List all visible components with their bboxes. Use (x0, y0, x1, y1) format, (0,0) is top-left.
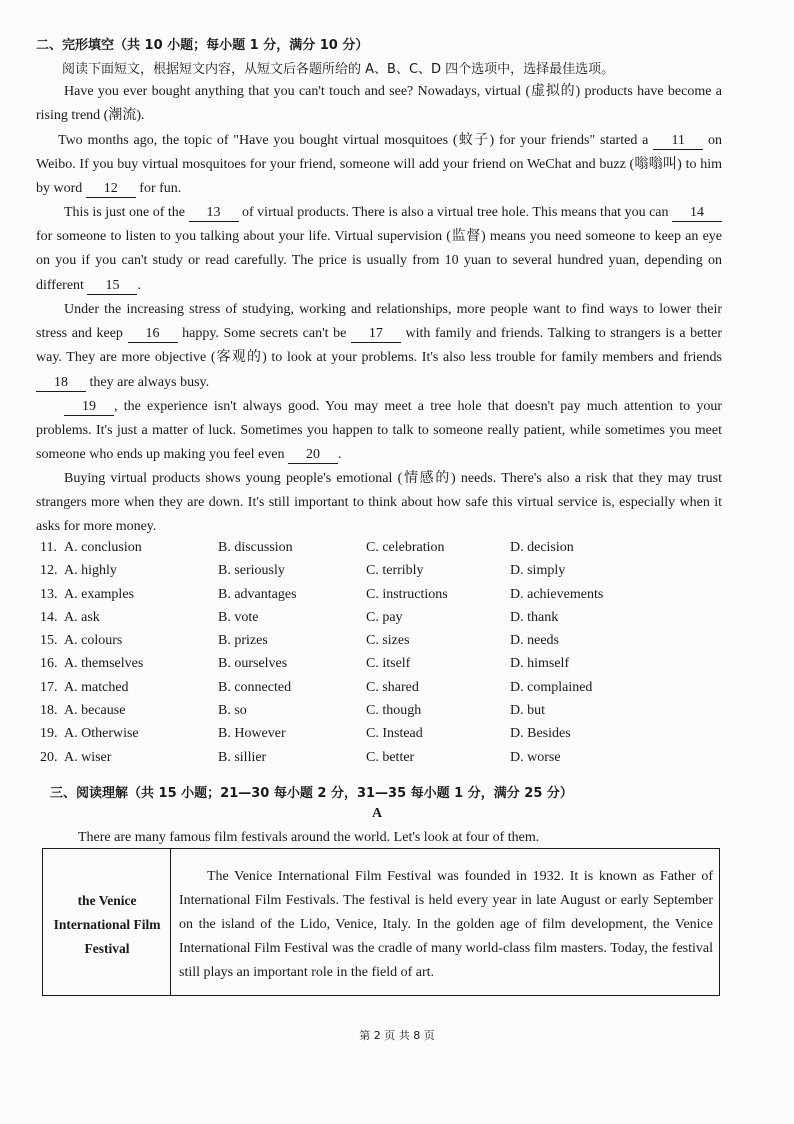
option-b: B. discussion (218, 540, 293, 555)
option-row-17 (40, 680, 680, 703)
option-c: C. pay (366, 609, 403, 625)
option-row-11 (40, 540, 680, 563)
option-a: A. because (64, 703, 126, 719)
option-b: B. ourselves (218, 656, 288, 672)
option-d: D. achievements (510, 586, 604, 602)
question-number: 20. (40, 749, 58, 765)
passage-paragraph-3: This is just one of the 13 of virtual products. There is also a virtual tree hole. This means that you can 14 for someone to listen to you talking about your life. Virtual supervision (监督) means you need someone to keep an eye on you if you can't study or read carefully. The price is usually from 10 yuan to several hundred yuan, depending on different 15 . (36, 205, 722, 293)
question-number: 11. (40, 540, 57, 555)
option-a: A. matched (64, 679, 129, 695)
option-b: B. seriously (218, 563, 285, 579)
festival-table (42, 848, 720, 996)
option-row-20 (40, 750, 680, 773)
passage-paragraph-1: Have you ever bought anything that you can't touch and see? Nowadays, virtual (虚拟的) products have become a rising trend (潮流). (36, 84, 722, 124)
reading-intro: There are many famous film festivals around the world. Let's look at four of them. (78, 830, 540, 845)
option-d: D. simply (510, 563, 566, 579)
blank-18: 18 (36, 375, 86, 392)
option-a: A. themselves (64, 656, 144, 672)
blank-20: 20 (288, 447, 338, 464)
option-a: A. colours (64, 633, 123, 649)
passage-paragraph-6: Buying virtual products shows young people's emotional (情感的) needs. There's also a risk that they may trust strangers more when they are down. It's still important to think about how safe this virtual service is, especially when it asks for more money. (36, 471, 722, 535)
festival-name: the Venice International Film Festival (53, 893, 161, 956)
option-c: C. itself (366, 656, 411, 672)
option-c: C. celebration (366, 540, 445, 555)
option-row-14 (40, 610, 680, 633)
question-number: 18. (40, 703, 58, 719)
blank-17: 17 (351, 326, 401, 343)
option-c: C. better (366, 749, 415, 765)
option-b: B. so (218, 703, 247, 719)
passage-paragraph-4: Under the increasing stress of studying, working and relationships, more people want to find ways to lower their stress and keep 16 happy. Some secrets can't be 17 with family and friends. Talking to strangers is a better way. They are more objective (客观的) to look at your problems. It's also less trouble for family members and friends 18 they are always busy. (36, 302, 723, 390)
option-a: A. wiser (64, 749, 112, 765)
passage-paragraph-2: Two months ago, the topic of "Have you bought virtual mosquitoes (蚊子) for your friends" started a 11 on Weibo. If you buy virtual mosquitoes for your friend, someone will add your friend on WeChat and buzz (嗡嗡叫) to him by word 12 for fun. (36, 133, 723, 197)
option-b: B. However (218, 726, 286, 742)
page-footer: 第 2 页 共 8 页 (359, 1029, 435, 1042)
option-d: D. but (510, 703, 545, 719)
question-number: 12. (40, 563, 58, 579)
option-d: D. thank (510, 609, 559, 625)
option-row-19 (40, 726, 680, 749)
option-b: B. advantages (218, 586, 297, 602)
option-c: C. sizes (366, 633, 410, 649)
option-d: D. himself (510, 656, 570, 672)
passage-letter: A (372, 806, 383, 821)
option-b: B. connected (218, 679, 292, 695)
option-d: D. worse (510, 749, 561, 765)
question-number: 15. (40, 633, 58, 649)
option-row-18 (40, 703, 680, 726)
option-d: D. decision (510, 540, 574, 555)
blank-13: 13 (189, 205, 239, 222)
option-row-15 (40, 633, 680, 656)
option-b: B. sillier (218, 749, 267, 765)
section-2-instruction: 阅读下面短文，根据短文内容，从短文后各题所给的 A、B、C、D 四个选项中，选择最佳选项。 (62, 62, 615, 77)
option-a: A. highly (64, 563, 117, 579)
option-a: A. examples (64, 586, 134, 602)
question-number: 13. (40, 586, 58, 602)
blank-11: 11 (653, 133, 703, 150)
section-2-title: 二、完形填空（共 10 小题；每小题 1 分，满分 10 分） (36, 38, 369, 53)
option-c: C. terribly (366, 563, 424, 579)
option-b: B. vote (218, 609, 259, 625)
festival-description: The Venice International Film Festival was founded in 1932. It is known as Father of International Film Festivals. The festival is held every year in late August or early September on the island of the Lido, Venice, Italy. In the golden age of film development, the Venice International Film Festival was the cradle of many world-class film masters. Today, the festival still plays an important role in the field of art. (179, 869, 713, 980)
option-row-13 (40, 587, 680, 610)
answer-options (40, 540, 680, 773)
option-a: A. Otherwise (64, 726, 139, 742)
question-number: 16. (40, 656, 58, 672)
passage-paragraph-5: 19 , the experience isn't always good. You may meet a tree hole that doesn't pay much attention to your problems. It's just a matter of luck. Sometimes you happen to talk to someone really patient, while sometimes you meet someone who ends up making you feel even 20 . (36, 399, 722, 463)
question-number: 14. (40, 609, 58, 625)
blank-12: 12 (86, 181, 136, 198)
option-a: A. conclusion (64, 540, 142, 555)
option-c: C. Instead (366, 726, 423, 742)
blank-15: 15 (87, 278, 137, 295)
blank-16: 16 (128, 326, 178, 343)
question-number: 17. (40, 679, 58, 695)
option-c: C. though (366, 703, 422, 719)
blank-14: 14 (672, 205, 722, 222)
option-d: D. complained (510, 679, 593, 695)
option-a: A. ask (64, 609, 100, 625)
option-d: D. needs (510, 633, 559, 649)
blank-19: 19 (64, 399, 114, 416)
option-c: C. instructions (366, 586, 448, 602)
section-3-title: 三、阅读理解（共 15 小题；21—30 每小题 2 分，31—35 每小题 1 分，满分 25 分） (50, 786, 573, 801)
option-d: D. Besides (510, 726, 571, 742)
option-row-16 (40, 656, 680, 679)
option-c: C. shared (366, 679, 419, 695)
question-number: 19. (40, 726, 58, 742)
option-row-12 (40, 563, 680, 586)
option-b: B. prizes (218, 633, 268, 649)
